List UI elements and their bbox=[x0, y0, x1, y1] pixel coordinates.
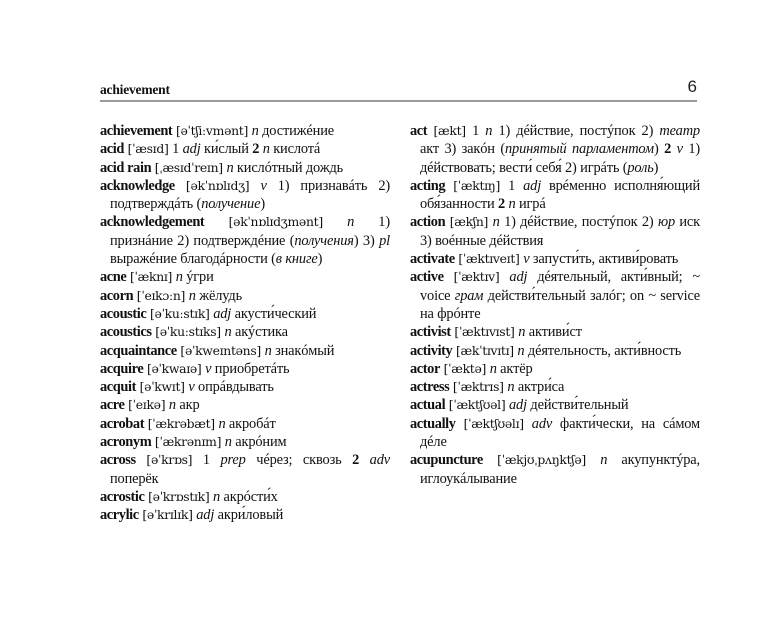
entry-grammar-label: n bbox=[347, 214, 355, 231]
entry-text: ки́слый bbox=[200, 141, 253, 158]
entry-sense-number: 2 bbox=[664, 141, 672, 158]
entry-text: кислотá bbox=[269, 141, 321, 158]
entry-grammar-label: n bbox=[168, 397, 176, 414]
dictionary-entry bbox=[100, 140, 390, 158]
entry-transcription: [əˈkrɒstɪk] bbox=[144, 488, 214, 504]
entry-grammar-label: adj bbox=[196, 507, 215, 524]
entry-grammar-label: v bbox=[205, 360, 212, 377]
dictionary-entry bbox=[410, 122, 700, 177]
entry-headword: acorn bbox=[100, 287, 134, 304]
entry-text: приобретáть bbox=[211, 360, 290, 377]
entry-grammar-label: n bbox=[479, 123, 493, 139]
entry-text: актёр bbox=[496, 360, 533, 377]
dictionary-entry bbox=[410, 396, 700, 414]
entry-transcription: [əˈkrɒs] bbox=[135, 452, 203, 468]
dictionary-entry bbox=[100, 396, 390, 414]
entry-text: жёлудь bbox=[195, 287, 243, 304]
dictionary-entry bbox=[410, 378, 700, 396]
dictionary-entry bbox=[100, 305, 390, 323]
entry-grammar-label: n bbox=[175, 269, 183, 286]
entry-grammar-label: n bbox=[251, 123, 259, 139]
entry-transcription: [ˈæktʃʊəlɪ] bbox=[455, 415, 532, 431]
entry-grammar-label: роль bbox=[627, 159, 654, 176]
entry-text: факти́чески, на сáмом дéле bbox=[420, 415, 700, 451]
entry-headword: acknowledge bbox=[100, 177, 175, 194]
running-header bbox=[100, 78, 697, 102]
entry-text: 1) признавáть 2) подтверждáть ( bbox=[110, 177, 391, 213]
entry-text: 1) признáние 2) подтверждéние ( bbox=[110, 214, 390, 249]
entry-text: поперёк bbox=[110, 470, 159, 487]
entry-text: акт 3) закóн ( bbox=[420, 141, 505, 158]
dictionary-entry bbox=[100, 506, 390, 524]
entry-headword: activity bbox=[410, 342, 453, 359]
entry-headword: acrostic bbox=[100, 488, 145, 505]
entry-headword: acquire bbox=[100, 360, 144, 377]
dictionary-entry bbox=[100, 378, 390, 396]
entry-text: акробáт bbox=[225, 415, 276, 432]
entry-transcription: [əˈkuːstɪk] bbox=[146, 305, 214, 321]
entry-text: акр bbox=[175, 397, 200, 414]
entry-text: выражéние благодáрности ( bbox=[110, 251, 276, 268]
entry-transcription: [ˈækjʊˌpʌŋktʃə] bbox=[482, 452, 601, 468]
right-column bbox=[410, 122, 700, 488]
entry-text: 1) дéйствие, постýпок 2) bbox=[492, 123, 660, 139]
entry-grammar-label: в книге bbox=[275, 251, 318, 268]
entry-text: 1 bbox=[472, 123, 480, 139]
dictionary-entry bbox=[100, 177, 390, 214]
entry-headword: actual bbox=[410, 397, 446, 414]
entry-transcription: [ækt] bbox=[427, 123, 473, 138]
entry-grammar-label: v bbox=[260, 177, 267, 194]
entry-grammar-label: получения bbox=[294, 232, 354, 249]
entry-transcription: [əˈkwaɪə] bbox=[143, 360, 206, 376]
entry-grammar-label: v bbox=[523, 251, 530, 268]
entry-sense-number: 2 bbox=[252, 141, 260, 158]
dictionary-entry bbox=[410, 451, 700, 488]
entry-headword: acne bbox=[100, 269, 127, 286]
dictionary-entry bbox=[410, 342, 700, 360]
entry-transcription: [əkˈnɒlɪdʒ] bbox=[174, 177, 261, 193]
dictionary-entry bbox=[100, 268, 390, 286]
entry-grammar-label: n bbox=[492, 214, 500, 231]
entry-headword: acrylic bbox=[100, 507, 139, 524]
entry-text: игрá bbox=[515, 196, 546, 213]
dictionary-entry bbox=[100, 213, 390, 268]
dictionary-entry bbox=[100, 287, 390, 305]
entry-text: активи́ст bbox=[525, 324, 582, 341]
entry-headword: acting bbox=[410, 177, 446, 194]
entry-text: иск 3) воéнные дéйствия bbox=[420, 214, 700, 249]
entry-headword: action bbox=[410, 214, 446, 231]
dictionary-entry bbox=[100, 323, 390, 341]
entry-headword: acquaintance bbox=[100, 342, 177, 359]
entry-headword: acoustic bbox=[100, 305, 147, 322]
entry-text: 1 bbox=[508, 177, 516, 194]
entry-transcription: [əˈkrɪlɪk] bbox=[138, 507, 197, 523]
entry-headword: acrobat bbox=[100, 415, 145, 432]
entry-headword: act bbox=[410, 123, 428, 139]
entry-headword: acid rain bbox=[100, 159, 152, 176]
entry-text: 1 bbox=[172, 141, 180, 158]
entry-grammar-label: n bbox=[259, 141, 270, 158]
entry-grammar-label: n bbox=[213, 488, 221, 505]
entry-grammar-label: n bbox=[188, 287, 196, 304]
entry-text: акри́ловый bbox=[214, 507, 284, 524]
entry-transcription: [ˈæknɪ] bbox=[126, 269, 176, 285]
dictionary-entry bbox=[410, 177, 700, 214]
running-headword: achievement bbox=[100, 82, 170, 97]
entry-grammar-label: n bbox=[600, 452, 608, 469]
entry-transcription: [ˈæktɪvɪst] bbox=[450, 324, 519, 340]
entry-grammar-label: adj bbox=[509, 269, 528, 286]
entry-headword: actually bbox=[410, 415, 456, 432]
entry-text: дéятельность, акти́вность bbox=[524, 342, 682, 359]
entry-grammar-label: n bbox=[518, 324, 526, 341]
dictionary-entry bbox=[100, 488, 390, 506]
entry-grammar-label: adj bbox=[179, 141, 201, 158]
dictionary-entry bbox=[100, 451, 390, 488]
entry-text: опрáвдывать bbox=[194, 379, 274, 396]
entry-transcription: [ˈæktʃʊəl] bbox=[445, 397, 510, 413]
entry-grammar-label: adj bbox=[509, 397, 527, 414]
entry-text: ) bbox=[653, 141, 665, 158]
entry-text: дéятельный, акти́вный; ~ voice bbox=[420, 269, 700, 304]
entry-transcription: [ækˈtɪvɪtɪ] bbox=[452, 342, 518, 358]
entry-transcription: [ˈæktɪŋ] bbox=[445, 177, 509, 193]
entry-transcription: [əˈkuːstɪks] bbox=[151, 324, 225, 340]
entry-transcription: [ˈæsɪd] bbox=[123, 141, 173, 157]
entry-transcription: [ækʃn] bbox=[445, 214, 493, 230]
entry-text: действи́тельный залóг; on ~ service на фрóнте bbox=[420, 287, 700, 322]
entry-transcription: [ˈækrəbæt] bbox=[144, 415, 219, 431]
entry-grammar-label: pl bbox=[379, 232, 390, 249]
entry-grammar-label: n bbox=[264, 342, 272, 359]
entry-grammar-label: получение bbox=[201, 196, 261, 213]
entry-text: ) bbox=[653, 159, 659, 176]
dictionary-entry bbox=[100, 433, 390, 451]
entry-text: действи́тельный bbox=[526, 397, 629, 414]
entry-text: ýгри bbox=[182, 269, 214, 286]
entry-headword: acupuncture bbox=[410, 452, 483, 469]
entry-text: акрóним bbox=[231, 434, 287, 451]
entry-headword: acre bbox=[100, 397, 125, 414]
dictionary-entry bbox=[410, 268, 700, 323]
entry-grammar-label: юр bbox=[657, 214, 675, 231]
entry-transcription: [ˈæktrɪs] bbox=[449, 379, 508, 395]
entry-headword: acid bbox=[100, 141, 124, 158]
entry-grammar-label: adj bbox=[515, 177, 542, 194]
entry-text: чéрез; сквозь bbox=[245, 452, 353, 469]
entry-text: врéменно исполня́ющий обя́занности bbox=[420, 177, 701, 213]
entry-text: ) 3) bbox=[353, 232, 380, 249]
entry-headword: active bbox=[410, 269, 444, 286]
entry-text: ) bbox=[317, 251, 323, 268]
entry-text: 1) дéйствовать; вести́ себя́ 2) игрáть ( bbox=[420, 141, 701, 176]
entry-grammar-label: v bbox=[671, 141, 683, 158]
entry-grammar-label: v bbox=[188, 379, 195, 396]
dictionary-entry bbox=[100, 122, 390, 140]
entry-grammar-label: n bbox=[226, 159, 234, 176]
entry-headword: actress bbox=[410, 379, 450, 396]
entry-text: акусти́ческий bbox=[231, 305, 317, 322]
dictionary-entry bbox=[100, 342, 390, 360]
entry-text: достижéние bbox=[258, 123, 335, 139]
entry-grammar-label: n bbox=[218, 415, 226, 432]
entry-headword: actor bbox=[410, 360, 440, 377]
dictionary-entry bbox=[410, 360, 700, 378]
dictionary-entry bbox=[410, 213, 700, 250]
entry-transcription: [əˈkwɪt] bbox=[135, 379, 189, 395]
entry-text: акрóсти́х bbox=[220, 488, 278, 505]
entry-grammar-label: n bbox=[489, 360, 497, 377]
entry-headword: acknowledgement bbox=[100, 214, 205, 231]
entry-headword: achievement bbox=[100, 123, 173, 139]
entry-sense-number: 2 bbox=[352, 452, 360, 469]
entry-text: актри́са bbox=[514, 379, 565, 396]
entry-text: запусти́ть, активи́ровать bbox=[529, 251, 679, 268]
entry-transcription: [ˈæktɪveɪt] bbox=[454, 251, 524, 267]
entry-grammar-label: adv bbox=[531, 415, 553, 432]
entry-grammar-label: грам bbox=[454, 287, 484, 304]
entry-grammar-label: принятый парламентом bbox=[504, 141, 654, 158]
entry-grammar-label: n bbox=[507, 379, 515, 396]
dictionary-entry bbox=[410, 415, 700, 452]
entry-transcription: [ˈeɪkɔːn] bbox=[133, 287, 189, 303]
entry-headword: acronym bbox=[100, 434, 152, 451]
entry-transcription: [əkˈnɒlɪdʒmənt] bbox=[204, 214, 348, 230]
entry-grammar-label: prep bbox=[209, 452, 246, 469]
entry-text: знакóмый bbox=[271, 342, 335, 359]
page-number: 6 bbox=[687, 77, 697, 96]
entry-transcription: [əˈkweɪntəns] bbox=[176, 342, 265, 358]
entry-grammar-label: adv bbox=[359, 452, 390, 469]
entry-text: 1) дéйствие, постýпок 2) bbox=[499, 214, 658, 231]
entry-headword: acquit bbox=[100, 379, 136, 396]
entry-grammar-label: n bbox=[517, 342, 525, 359]
dictionary-entry bbox=[100, 415, 390, 433]
dictionary-entry bbox=[100, 159, 390, 177]
entry-text: ) bbox=[260, 196, 265, 213]
dictionary-entry bbox=[100, 360, 390, 378]
entry-text: акýстика bbox=[231, 324, 288, 341]
entry-headword: acoustics bbox=[100, 324, 152, 341]
dictionary-entry bbox=[410, 250, 700, 268]
entry-grammar-label: n bbox=[224, 434, 232, 451]
entry-headword: across bbox=[100, 452, 136, 469]
entry-text: 1 bbox=[202, 452, 210, 469]
entry-grammar-label: театр bbox=[659, 123, 700, 139]
entry-text: кислóтный дождь bbox=[233, 159, 344, 176]
entry-transcription: [ˌæsɪdˈreɪn] bbox=[151, 159, 227, 175]
entry-grammar-label: adj bbox=[213, 305, 232, 322]
entry-grammar-label: n bbox=[224, 324, 232, 341]
entry-transcription: [ˈækrənɪm] bbox=[151, 434, 225, 450]
entry-transcription: [ˈæktə] bbox=[439, 360, 490, 376]
entry-text: акупунктýра, иглоукáлывание bbox=[420, 452, 700, 487]
left-column bbox=[100, 122, 390, 525]
entry-transcription: [ˈæktɪv] bbox=[443, 269, 510, 285]
entry-grammar-label: n bbox=[505, 196, 516, 213]
entry-transcription: [əˈtʃiːvmənt] bbox=[172, 123, 252, 138]
entry-transcription: [ˈeɪkə] bbox=[124, 397, 169, 413]
entry-headword: activist bbox=[410, 324, 451, 341]
dictionary-entry bbox=[410, 323, 700, 341]
entry-sense-number: 2 bbox=[497, 196, 506, 213]
entry-headword: activate bbox=[410, 251, 455, 268]
